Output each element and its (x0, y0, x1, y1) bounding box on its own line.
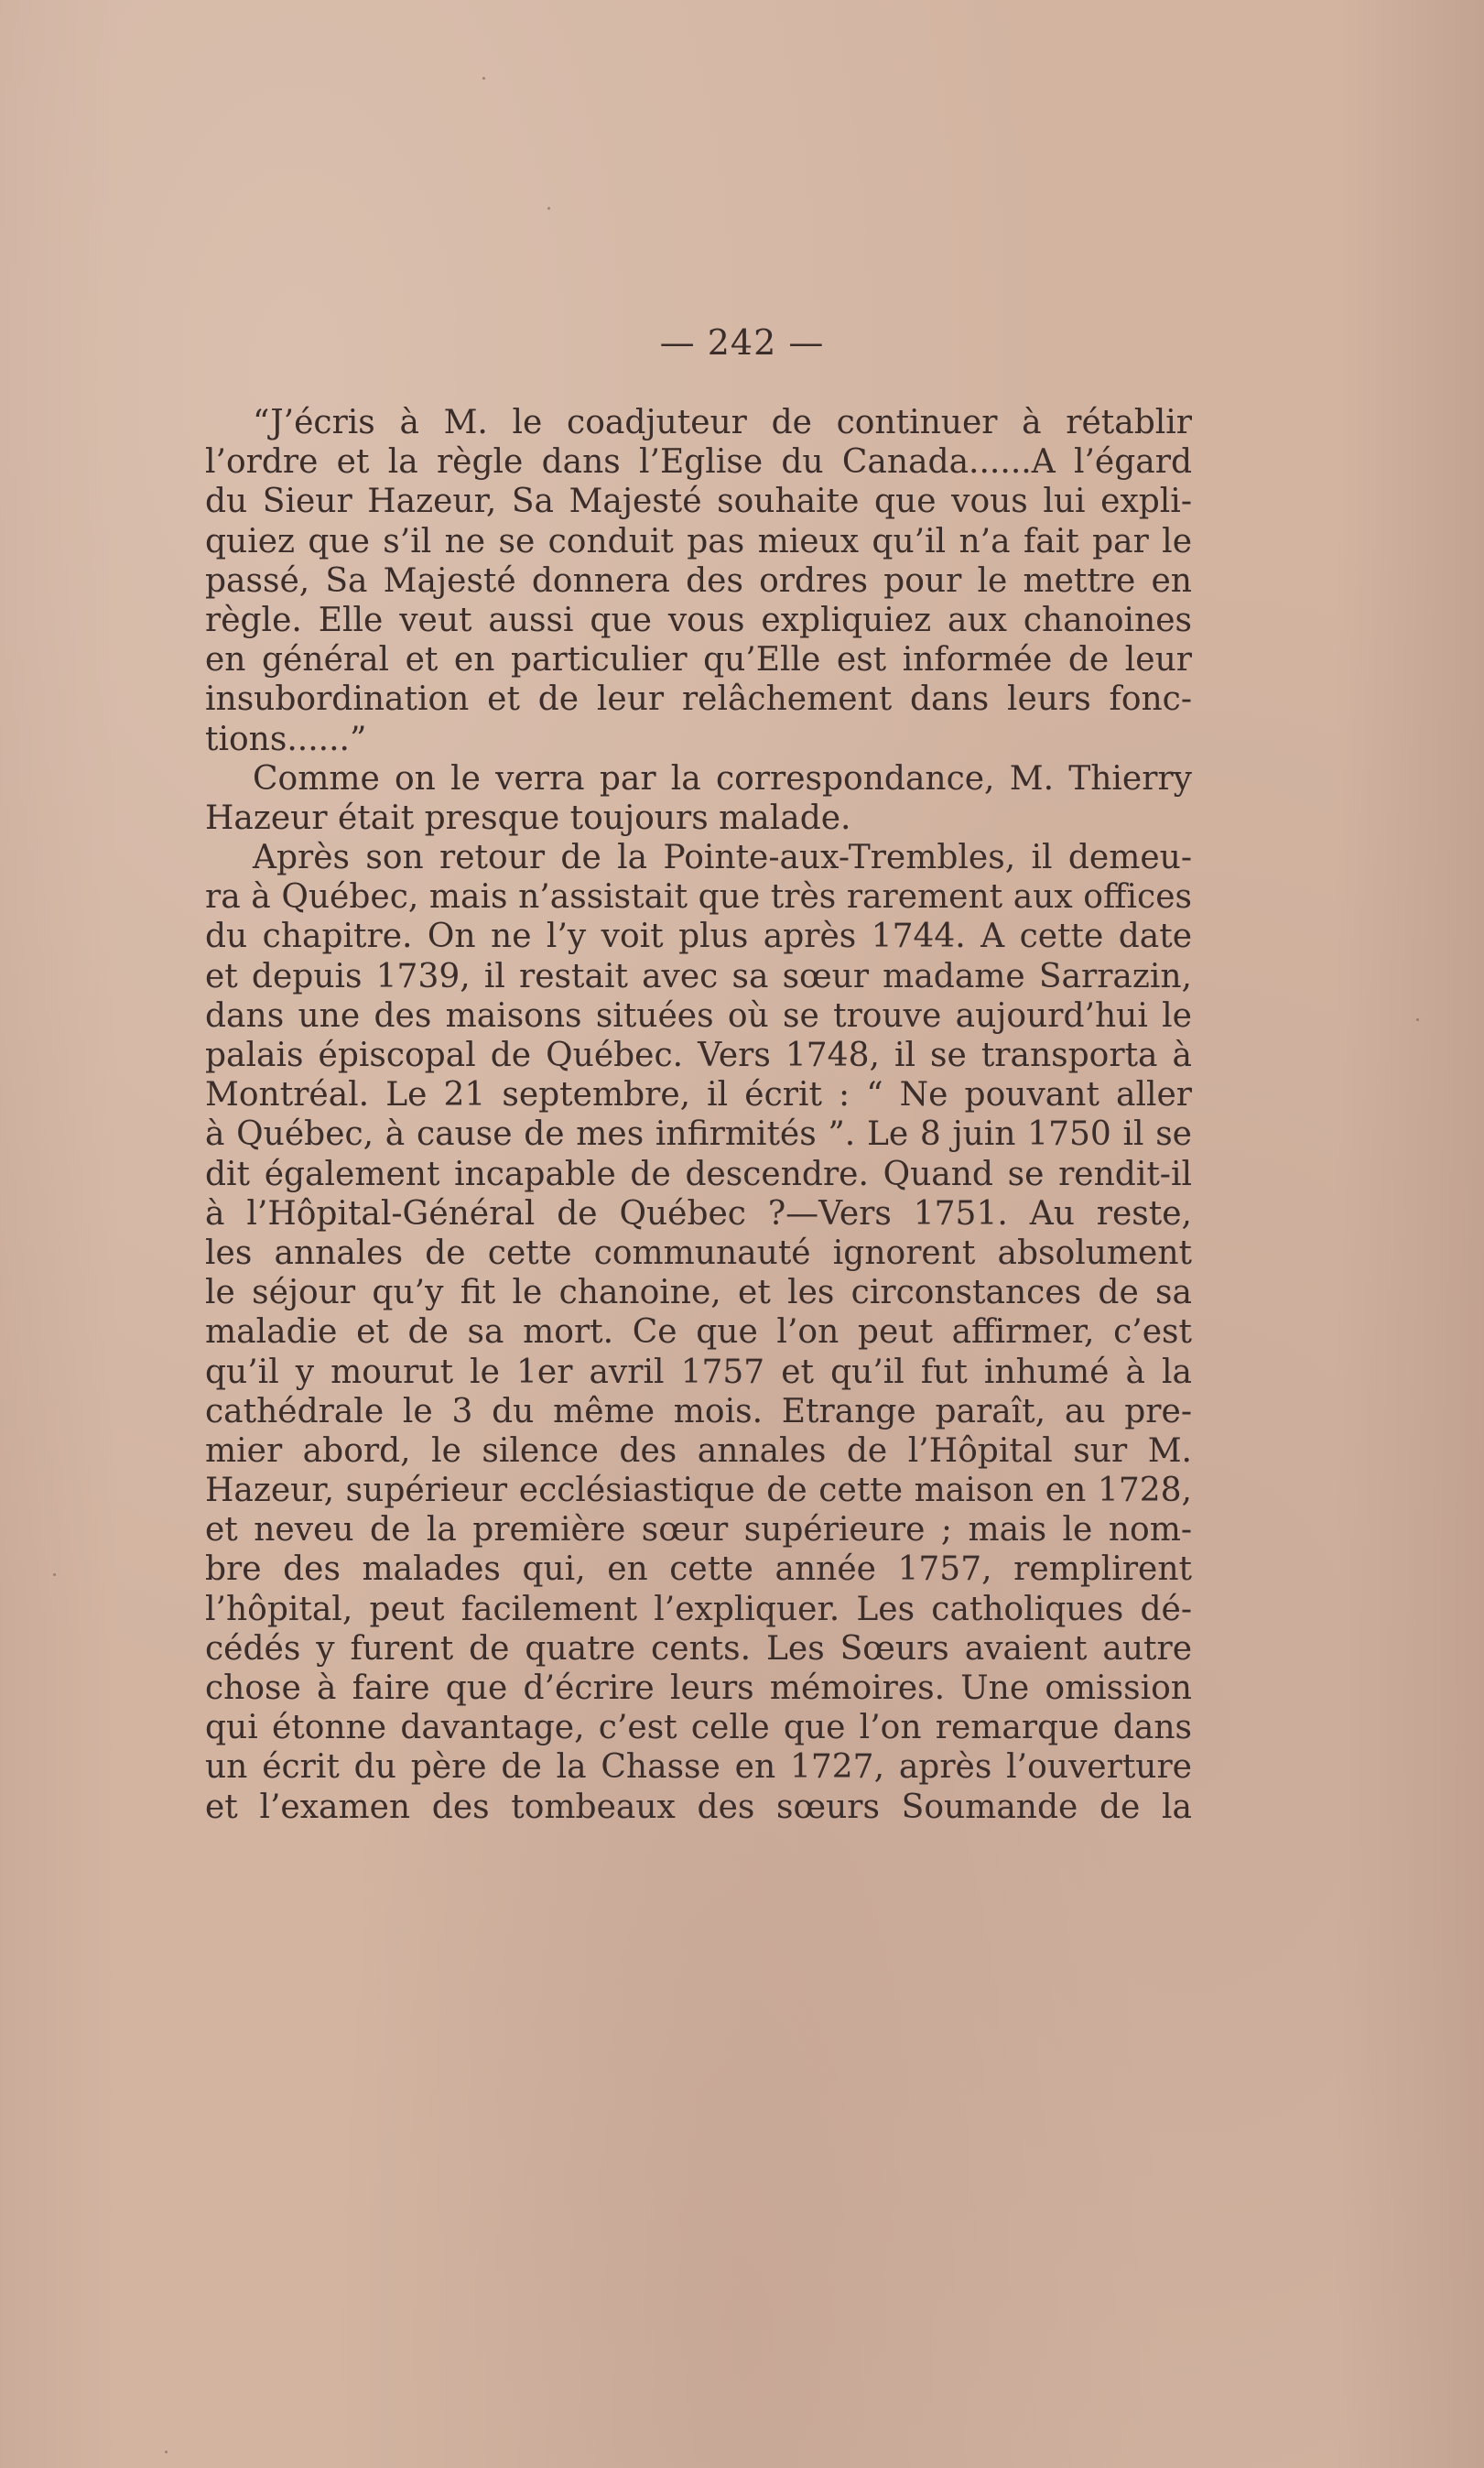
text-line: passé, Sa Majesté donnera des ordres pour le mettre en (205, 561, 1192, 600)
text-line: mier abord, le silence des annales de l’Hôpital sur M. (205, 1431, 1192, 1470)
text-line: “J’écris à M. le coadjuteur de continuer à rétablir (253, 404, 1192, 441)
text-line: les annales de cette communauté ignorent absolument (205, 1234, 1192, 1272)
text-line: Après son retour de la Pointe-aux-Trembles, il demeu- (253, 839, 1192, 877)
text-line: Hazeur, supérieur ecclésiastique de cette maison en 1728, (205, 1472, 1192, 1510)
text-line: en général et en particulier qu’Elle est informée de leur (205, 641, 1192, 680)
body-text (205, 403, 1192, 1827)
paper-speck (547, 207, 550, 210)
paper-speck (53, 1573, 56, 1576)
text-line: palais épiscopal de Québec. Vers 1748, il se transporta à (205, 1037, 1192, 1074)
paper-speck (165, 2451, 168, 2453)
text-line: et depuis 1739, il restait avec sa sœur madame Sarrazin, (205, 957, 1192, 995)
text-line: l’hôpital, peut facilement l’expliquer. Les catholiques dé- (205, 1590, 1192, 1628)
page-number: — 242 — (659, 322, 825, 363)
text-line: Comme on le verra par la correspondance, M. Thierry (253, 759, 1192, 798)
paper-speck (482, 77, 485, 80)
text-line: cathédrale le 3 du même mois. Etrange paraît, au pre- (205, 1392, 1192, 1430)
text-line: Hazeur était presque toujours malade. (205, 799, 851, 837)
text-line: le séjour qu’y fit le chanoine, et les circonstances de sa (205, 1274, 1192, 1312)
text-line: et neveu de la première sœur supérieure ; mais le nom- (205, 1511, 1192, 1549)
text-line: et l’examen des tombeaux des sœurs Soumande de la (205, 1788, 1192, 1826)
text-line: insubordination et de leur relâchement dans leurs fonc- (205, 680, 1192, 719)
text-line: maladie et de sa mort. Ce que l’on peut affirmer, c’est (205, 1313, 1192, 1352)
text-line: chose à faire que d’écrire leurs mémoires. Une omission (205, 1669, 1192, 1707)
text-line: règle. Elle veut aussi que vous expliquiez aux chanoines (205, 601, 1192, 639)
text-line: un écrit du père de la Chasse en 1727, après l’ouverture (205, 1748, 1192, 1787)
text-line: quiez que s’il ne se conduit pas mieux qu’il n’a fait par le (205, 522, 1192, 560)
text-line: l’ordre et la règle dans l’Eglise du Canada......A l’égard (205, 443, 1192, 482)
text-line: du chapitre. On ne l’y voit plus après 1744. A cette date (205, 918, 1192, 956)
text-line: tions......” (205, 720, 367, 758)
text-line: ra à Québec, mais n’assistait que très rarement aux offices (205, 878, 1192, 917)
text-line: bre des malades qui, en cette année 1757, remplirent (205, 1550, 1192, 1589)
text-line: dans une des maisons situées où se trouve aujourd’hui le (205, 996, 1192, 1035)
text-line: cédés y furent de quatre cents. Les Sœurs avaient autre (205, 1629, 1192, 1668)
text-line: Montréal. Le 21 septembre, il écrit : “ Ne pouvant aller (205, 1076, 1192, 1114)
text-line: du Sieur Hazeur, Sa Majesté souhaite que vous lui expli- (205, 483, 1192, 521)
text-line: à l’Hôpital-Général de Québec ?—Vers 1751. Au reste, (205, 1194, 1192, 1233)
text-line: qui étonne davantage, c’est celle que l’on remarque dans (205, 1709, 1192, 1747)
text-line: dit également incapable de descendre. Quand se rendit-il (205, 1155, 1192, 1193)
text-line: à Québec, à cause de mes infirmités ”. Le 8 juin 1750 il se (205, 1115, 1192, 1154)
paper-speck (1416, 1018, 1419, 1021)
text-line: qu’il y mourut le 1er avril 1757 et qu’il fut inhumé à la (205, 1353, 1192, 1391)
